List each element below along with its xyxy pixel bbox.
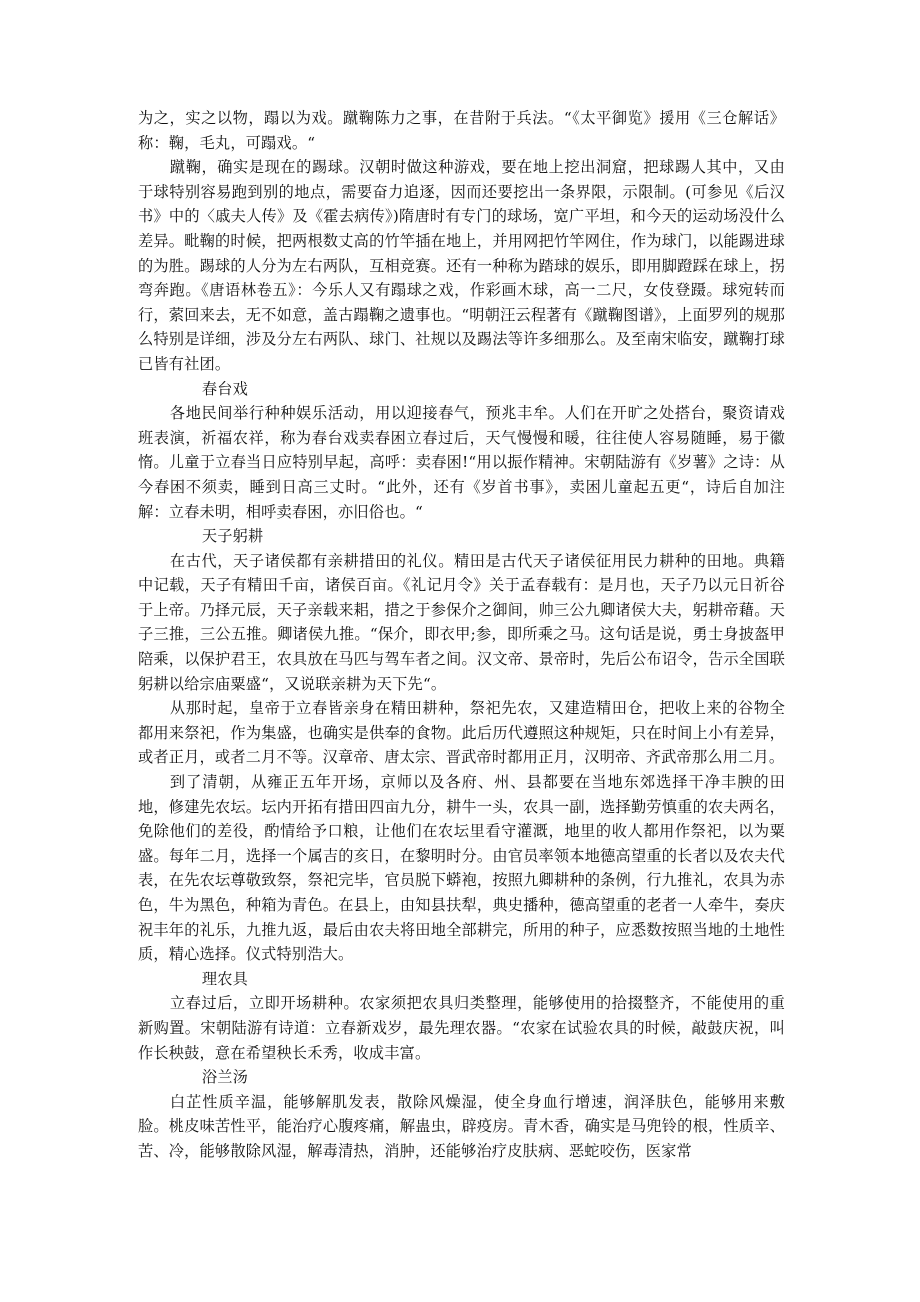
paragraph-orchid-bath: 白芷性质辛温，能够解肌发表，散除风燥湿，使全身血行增速，润泽肤色，能够用来敷脸。桃皮味苦性平，能治疗心腹疼痛，解蛊虫，辟疫房。青木香，确实是马兜铃的根，性质辛、苦、冷，能够散除风湿，解毒清热，消肿，还能够治疗皮肤病、恶蛇咬伤，医家常	[138, 1092, 785, 1160]
paragraph-spring-opera: 各地民间举行种种娱乐活动，用以迎接春气，预兆丰牟。人们在开旷之处搭台，聚资请戏班表演，祈福农祥，称为春台戏卖春困立春过后，天气慢慢和暖，往往使人容易随睡，易于徽惰。儿童于立春当日应特别早起，高呼：卖春困!“用以振作精神。宋朝陆游有《岁薯》之诗：从今春困不须卖，睡到日高三丈时。“此外，还有《岁首书事》，卖困儿童起五更“，诗后自加注解：立春未明，相呼卖春困，亦旧俗也。“	[138, 404, 785, 521]
section-heading-spring-opera: 春台戏	[201, 379, 248, 398]
paragraph-emperor-plowing-2: 从那时起，皇帝于立春皆亲身在精田耕种，祭祀先农，又建造精田仓，把收上来的谷物全都用来祭祀，作为集盛，也确实是供奉的食物。此后历代遵照这种规矩，只在时间上小有差异，或者正月，或者二月不等。汉章帝、唐太宗、晋武帝时都用正月，汉明帝、齐武帝那么用二月。	[138, 699, 785, 767]
section-heading-orchid-bath: 浴兰汤	[201, 1068, 248, 1087]
section-heading-farm-tools: 理农具	[201, 969, 248, 988]
paragraph-emperor-plowing-1: 在古代，天子诸侯都有亲耕措田的礼仪。精田是古代天子诸侯征用民力耕种的田地。典籍中记载，天子有精田千亩，诸侯百亩。《礼记月令》关于孟春载有：是月也，天子乃以元日祈谷于上帝。乃择元辰，天子亲载来耜，措之于参保介之御间，帅三公九卿诸侯大夫，躬耕帝藉。天子三推，三公五推。卿诸侯九推。“保介，即衣甲;参，即所乘之马。这句话是说，勇士身披盔甲陪乘，以保护君王，农具放在马匹与驾车者之间。汉文帝、景帝时，先后公布诏令，告示全国联躬耕以给宗庙粟盛“，又说联亲耕为天下先“。	[138, 551, 785, 693]
paragraph-cuju-description: 蹴鞠，确实是现在的踢球。汉朝时做这种游戏，要在地上挖出洞窟，把球踢人其中，又由于球特别容易跑到别的地点，需要奋力追逐，因而还要挖出一条界限，示限制。(可参见《后汉书》中的〈戚夫人传》及《霍去病传》)隋唐时有专门的球场，宽广平坦，和今天的运动场没什么差异。毗鞠的时候，把两根数丈高的竹竿插在地上，并用网把竹竿网住，作为球门，以能踢进球的为胜。踢球的人分为左右两队，互相竞赛。还有一种称为踏球的娱乐，即用脚蹬踩在球上，拐弯奔跑。《唐语林卷五》：今乐人又有蹋球之戏，作彩画木球，高一二尺，女伎登蹑。球宛转而行，萦回来去，无不如意，盖古蹋鞠之遗事也。“明朝汪云程著有《蹴鞠图谱》，上面罗列的规那么特别是详细，涉及分左右两队、球门、社规以及踢法等许多细那么。及至南宋临安，蹴鞠打球已皆有社团。	[138, 158, 785, 373]
document-body	[138, 106, 785, 1164]
paragraph-farm-tools: 立春过后，立即开场耕种。农家须把农具归类整理，能够使用的拾掇整齐，不能使用的重新购置。宋朝陆游有诗道：立春新戏岁，最先理农器。“农家在试验农具的时候，敲鼓庆祝，叫作长秧鼓，意在希望秧长禾秀，收成丰富。	[138, 994, 785, 1062]
section-heading-emperor-plowing: 天子躬耕	[201, 527, 264, 546]
paragraph-cuju-origin: 为之，实之以物，蹋以为戏。蹴鞠陈力之事，在昔附于兵法。“《太平御览》援用《三仓解话》称：鞠，毛丸，可蹋戏。“	[138, 109, 785, 152]
paragraph-emperor-plowing-3: 到了清朝，从雍正五年开场，京师以及各府、州、县都要在当地东郊选择干净丰腴的田地，修建先农坛。坛内开拓有措田四亩九分，耕牛一头，农具一副，选择勤劳慎重的农夫两名，免除他们的差役，酌情给予口粮，让他们在农坛里看守灌溉，地里的收人都用作祭祀，以为粟盛。每年二月，选择一个属吉的亥日，在黎明时分。由官员率领本地德高望重的长者以及农夫代表，在先农坛尊敬致祭，祭祀完毕，官员脱下蟒袍，按照九卿耕种的条例，行九推礼，农具为赤色，牛为黑色，种箱为青色。在县上，由知县扶犁，典史播种，德高望重的老者一人牵牛，奏庆祝丰年的礼乐，九推九返，最后由农夫将田地全部耕完，所用的种子，应悉数按照当地的土地性质，精心选择。仪式特别浩大。	[138, 773, 785, 964]
